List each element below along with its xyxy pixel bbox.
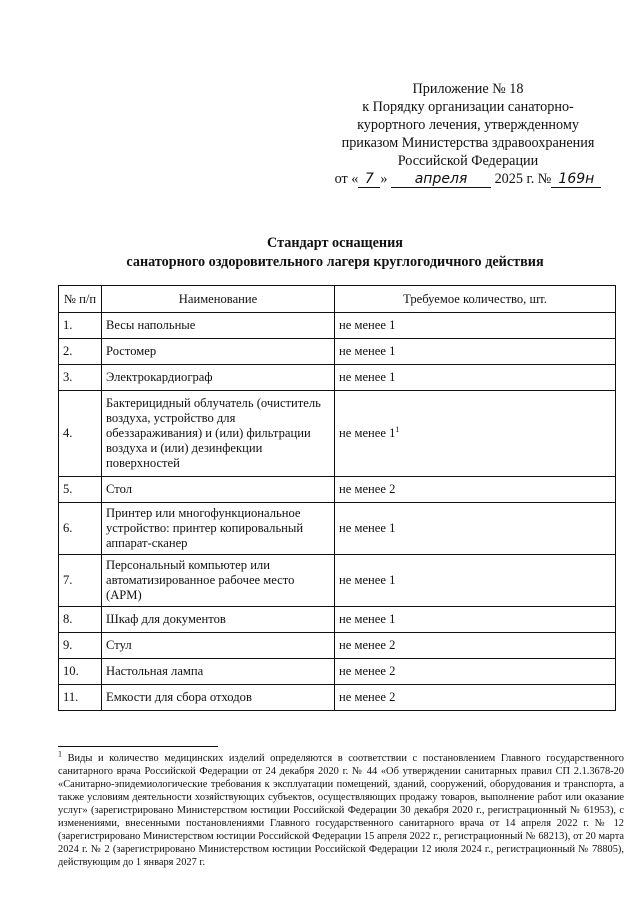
row-number: 11. — [59, 685, 102, 711]
row-number: 5. — [59, 477, 102, 503]
order-date-line — [318, 170, 618, 188]
row-number: 9. — [59, 633, 102, 659]
quantity-text: не менее 1 — [339, 370, 396, 384]
row-name: Персональный компьютер или автоматизированное рабочее место (АРМ) — [102, 555, 335, 607]
appendix-line: Приложение № 18 — [412, 81, 524, 97]
row-quantity — [335, 607, 616, 633]
table-row — [59, 685, 616, 711]
row-quantity — [335, 313, 616, 339]
row-quantity — [335, 685, 616, 711]
row-quantity — [335, 391, 616, 477]
table-row — [59, 339, 616, 365]
row-number: 10. — [59, 659, 102, 685]
row-name: Принтер или многофункциональное устройство: принтер копировальный аппарат-сканер — [102, 503, 335, 555]
appendix-line: к Порядку организации санаторно- — [362, 99, 574, 115]
row-name: Бактерицидный облучатель (очиститель воздуха, устройство для обеззараживания) и (или) фильтрации воздуха и (или) дезинфекции поверхностей — [102, 391, 335, 477]
appendix-header — [318, 80, 618, 188]
table-header-row — [59, 286, 616, 313]
handwritten-number: 169н — [551, 171, 601, 188]
title-line-2: санаторного оздоровительного лагеря круглогодичного действия — [126, 254, 544, 270]
row-number: 3. — [59, 365, 102, 391]
row-name: Шкаф для документов — [102, 607, 335, 633]
header-quantity: Требуемое количество, шт. — [335, 286, 616, 313]
quantity-text: не менее 1 — [339, 612, 396, 626]
quantity-text: не менее 2 — [339, 690, 396, 704]
row-number: 1. — [59, 313, 102, 339]
handwritten-month: апреля — [391, 171, 491, 188]
row-number: 6. — [59, 503, 102, 555]
row-number: 8. — [59, 607, 102, 633]
table-row — [59, 633, 616, 659]
footnote — [58, 749, 624, 869]
table-row — [59, 313, 616, 339]
appendix-line: курортного лечения, утвержденному — [357, 117, 579, 133]
row-name: Стул — [102, 633, 335, 659]
quantity-text: не менее 2 — [339, 482, 396, 496]
quantity-text: не менее 2 — [339, 664, 396, 678]
table-row — [59, 477, 616, 503]
quantity-text: не менее 2 — [339, 638, 396, 652]
quantity-text: не менее 1 — [339, 344, 396, 358]
appendix-line: Российской Федерации — [397, 153, 539, 169]
row-name: Емкости для сбора отходов — [102, 685, 335, 711]
row-quantity — [335, 503, 616, 555]
row-quantity — [335, 555, 616, 607]
quantity-text: не менее 1 — [339, 573, 396, 587]
table-row — [59, 503, 616, 555]
date-prefix: от « — [334, 171, 359, 187]
row-name: Весы напольные — [102, 313, 335, 339]
handwritten-day: 7 — [358, 171, 380, 188]
footnote-text: Виды и количество медицинских изделий определяются в соответствии с постановлением Главного государственного санитарного врача Российской Федерации от 24 декабря 2020 г. № 44 «Об утверждении санитарных правил СП 2.1.3678-20 «Санитарно-эпидемиологические требования к эксплуатации помещений, зданий, сооружений, оборудования и транспорта, а также условиям деятельности хозяйствующих субъектов, осуществляющих продажу товаров, выполнение работ или оказание услуг» (зарегистрировано Министерством юстиции Российской Федерации 30 декабря 2020 г., регистрационный № 61953), с изменениями, внесенными постановлениями Главного государственного санитарного врача от 14 апреля 2022 г. № 12 (зарегистрировано Министерством юстиции Российской Федерации 15 апреля 2022 г., регистрационный № 68213), от 20 марта 2024 г. № 2 (зарегистрировано Министерством юстиции Российской Федерации 12 июля 2024 г., регистрационный № 78805), действующим до 1 января 2027 г. — [58, 753, 624, 868]
date-year: 2025 г. № — [494, 171, 552, 187]
row-name: Ростомер — [102, 339, 335, 365]
table-body — [59, 313, 616, 711]
table-row — [59, 659, 616, 685]
row-number: 7. — [59, 555, 102, 607]
footnote-ref: 1 — [395, 424, 400, 434]
row-name: Настольная лампа — [102, 659, 335, 685]
row-number: 2. — [59, 339, 102, 365]
row-quantity — [335, 477, 616, 503]
row-quantity — [335, 365, 616, 391]
table-row — [59, 365, 616, 391]
equipment-table — [58, 285, 616, 711]
footnote-mark: 1 — [58, 749, 62, 759]
date-mid: » — [380, 171, 388, 187]
title-line-1: Стандарт оснащения — [267, 235, 403, 251]
quantity-text: не менее 1 — [339, 318, 396, 332]
row-name: Электрокардиограф — [102, 365, 335, 391]
row-quantity — [335, 659, 616, 685]
row-number: 4. — [59, 391, 102, 477]
table-row — [59, 607, 616, 633]
table-row — [59, 391, 616, 477]
row-name: Стол — [102, 477, 335, 503]
appendix-line: приказом Министерства здравоохранения — [341, 135, 595, 151]
quantity-text: не менее 1 — [339, 426, 396, 440]
table-row — [59, 555, 616, 607]
quantity-text: не менее 1 — [339, 521, 396, 535]
footnote-divider — [58, 746, 218, 747]
row-quantity — [335, 633, 616, 659]
header-number: № п/п — [59, 286, 102, 313]
document-title — [40, 234, 630, 272]
row-quantity — [335, 339, 616, 365]
header-name: Наименование — [102, 286, 335, 313]
